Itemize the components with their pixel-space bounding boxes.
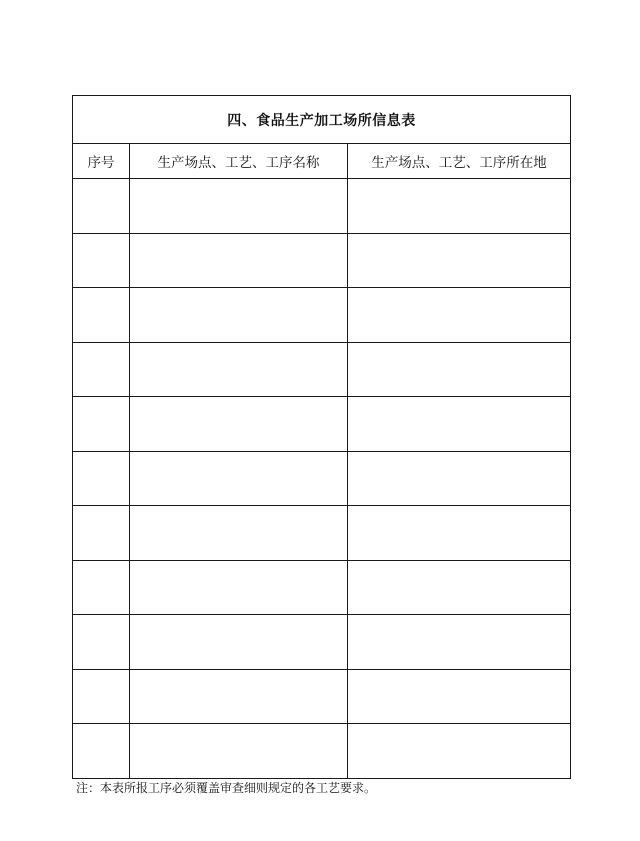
site-process-name-cell[interactable]	[130, 669, 348, 724]
table-row	[73, 615, 571, 670]
table-row	[73, 560, 571, 615]
table-row	[73, 288, 571, 343]
serial-number-cell[interactable]	[73, 615, 130, 670]
site-info-table	[72, 95, 571, 779]
serial-number-cell[interactable]	[73, 288, 130, 343]
site-process-name-cell[interactable]	[130, 233, 348, 288]
table-body	[73, 179, 571, 779]
footnote: 注：本表所报工序必须覆盖审查细则规定的各工艺要求。	[76, 781, 377, 795]
site-process-name-cell[interactable]	[130, 288, 348, 343]
serial-number-cell[interactable]	[73, 397, 130, 452]
site-process-location-cell[interactable]	[348, 506, 571, 561]
serial-number-cell[interactable]	[73, 233, 130, 288]
site-process-name-cell[interactable]	[130, 560, 348, 615]
header-row	[73, 144, 571, 179]
site-process-location-cell[interactable]	[348, 669, 571, 724]
serial-number-cell[interactable]	[73, 342, 130, 397]
site-process-name-cell[interactable]	[130, 179, 348, 234]
site-process-name-cell[interactable]	[130, 342, 348, 397]
table-title: 四、食品生产加工场所信息表	[73, 96, 571, 144]
site-process-location-cell[interactable]	[348, 397, 571, 452]
table-row	[73, 179, 571, 234]
site-process-name-cell[interactable]	[130, 451, 348, 506]
table-row	[73, 451, 571, 506]
site-process-location-cell[interactable]	[348, 342, 571, 397]
serial-number-cell[interactable]	[73, 179, 130, 234]
serial-number-cell[interactable]	[73, 724, 130, 779]
header-site-process-name: 生产场点、工艺、工序名称	[130, 144, 348, 179]
site-process-location-cell[interactable]	[348, 560, 571, 615]
site-process-name-cell[interactable]	[130, 397, 348, 452]
serial-number-cell[interactable]	[73, 669, 130, 724]
header-serial-number: 序号	[73, 144, 130, 179]
serial-number-cell[interactable]	[73, 451, 130, 506]
site-process-location-cell[interactable]	[348, 724, 571, 779]
site-process-name-cell[interactable]	[130, 724, 348, 779]
site-process-location-cell[interactable]	[348, 288, 571, 343]
site-process-location-cell[interactable]	[348, 615, 571, 670]
table-row	[73, 669, 571, 724]
serial-number-cell[interactable]	[73, 560, 130, 615]
table-row	[73, 506, 571, 561]
site-process-name-cell[interactable]	[130, 506, 348, 561]
table-row	[73, 397, 571, 452]
site-process-location-cell[interactable]	[348, 179, 571, 234]
table-row	[73, 233, 571, 288]
site-process-location-cell[interactable]	[348, 451, 571, 506]
site-process-name-cell[interactable]	[130, 615, 348, 670]
header-site-process-location: 生产场点、工艺、工序所在地	[348, 144, 571, 179]
table-row	[73, 342, 571, 397]
table-row	[73, 724, 571, 779]
site-process-location-cell[interactable]	[348, 233, 571, 288]
serial-number-cell[interactable]	[73, 506, 130, 561]
